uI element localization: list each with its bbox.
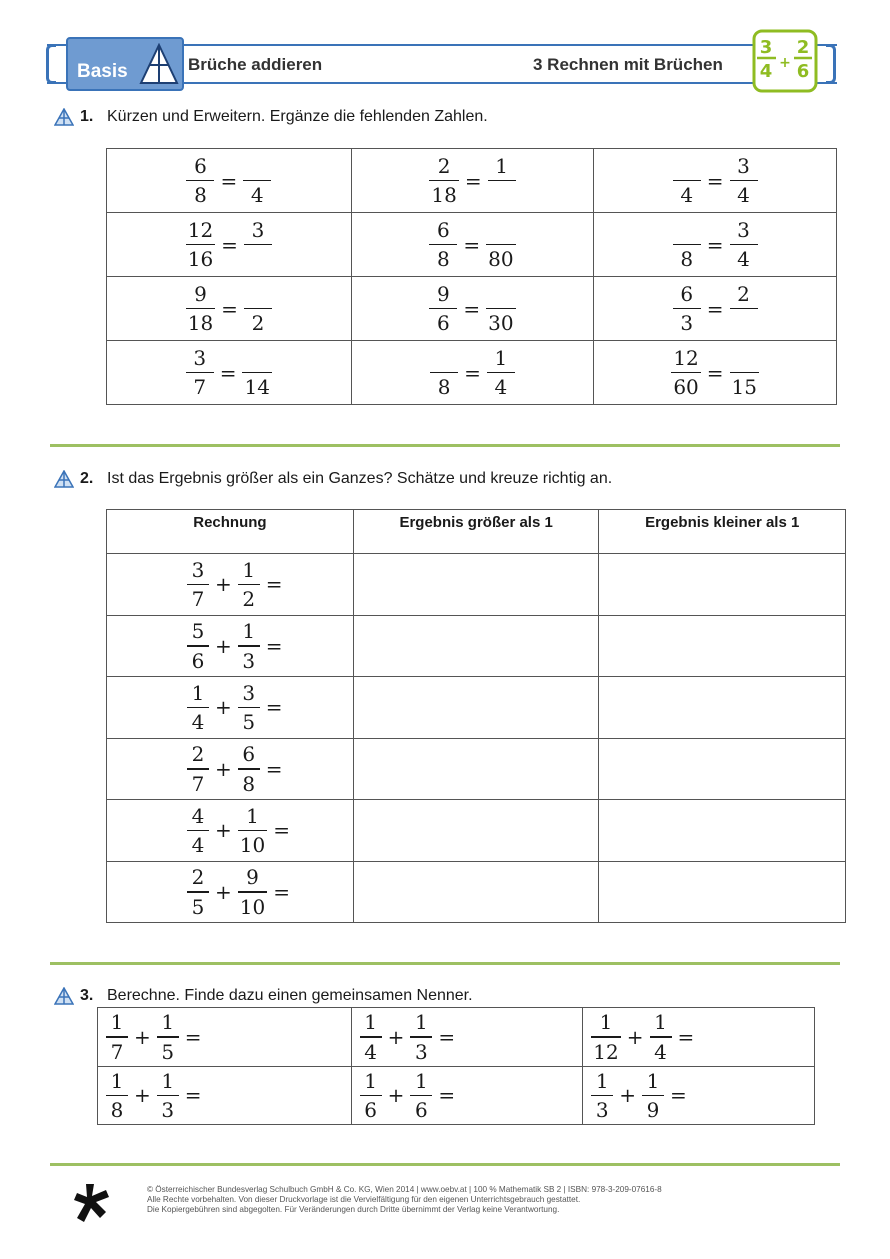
denominator bbox=[256, 245, 260, 273]
task1-text: Kürzen und Erweitern. Ergänze die fehlenden Zahlen. bbox=[107, 108, 488, 125]
basis-triangle-icon bbox=[139, 43, 179, 87]
numerator: 1 bbox=[242, 619, 256, 643]
denominator: 60 bbox=[673, 375, 699, 400]
equation-cell bbox=[351, 149, 594, 213]
equals-sign: = bbox=[706, 168, 724, 193]
numerator: 6 bbox=[194, 153, 207, 178]
checkbox-cell-greater[interactable] bbox=[353, 861, 599, 923]
checkbox-cell-smaller[interactable] bbox=[599, 800, 846, 862]
fraction bbox=[486, 280, 515, 338]
fraction bbox=[187, 556, 209, 614]
logo-den2: 6 bbox=[796, 61, 810, 82]
denominator: 12 bbox=[593, 1039, 619, 1064]
table-row bbox=[107, 277, 837, 341]
publisher-logo-icon bbox=[72, 1182, 112, 1224]
calculation-cell bbox=[107, 677, 354, 739]
plus-sign: + bbox=[215, 879, 232, 904]
fraction bbox=[673, 280, 701, 338]
plus-sign: + bbox=[134, 1024, 151, 1049]
numerator: 12 bbox=[673, 345, 699, 370]
numerator: 1 bbox=[654, 1010, 667, 1034]
numerator: 1 bbox=[364, 1010, 377, 1034]
section-divider bbox=[50, 444, 840, 447]
numerator: 9 bbox=[437, 281, 450, 306]
equation bbox=[184, 216, 274, 274]
equation-cell bbox=[107, 341, 352, 405]
denominator: 15 bbox=[731, 375, 757, 400]
table-row bbox=[107, 861, 846, 923]
numerator: 6 bbox=[242, 742, 256, 766]
footer-line2: Alle Rechte vorbehalten. Von dieser Druckvorlage ist die Vervielfältigung für den eigenen Unterrichtsgebrauch gestattet. bbox=[147, 1195, 581, 1204]
answer-cell[interactable] bbox=[583, 1008, 815, 1067]
denominator: 4 bbox=[737, 183, 750, 208]
plus-sign: + bbox=[619, 1083, 637, 1108]
fraction bbox=[429, 280, 457, 338]
logo-op: + bbox=[779, 55, 791, 71]
numerator: 9 bbox=[194, 281, 207, 306]
denominator: 8 bbox=[242, 771, 256, 796]
task2-header-rechnung: Rechnung bbox=[107, 510, 354, 554]
equals-sign: = bbox=[463, 232, 481, 257]
denominator: 7 bbox=[191, 771, 205, 796]
plus-sign: + bbox=[215, 572, 232, 597]
numerator: 1 bbox=[191, 680, 205, 705]
logo-den1: 4 bbox=[759, 61, 773, 82]
denominator: 30 bbox=[488, 311, 514, 336]
denominator: 18 bbox=[431, 183, 457, 208]
numerator: 3 bbox=[251, 217, 265, 242]
calculation bbox=[185, 740, 287, 798]
denominator: 4 bbox=[737, 247, 750, 272]
numerator bbox=[442, 344, 446, 372]
calculation bbox=[185, 556, 287, 614]
fraction bbox=[591, 1008, 620, 1066]
header-bracket-left bbox=[46, 44, 56, 84]
fraction bbox=[642, 1067, 664, 1125]
numerator: 1 bbox=[364, 1068, 377, 1093]
equation-cell bbox=[594, 341, 837, 405]
equals-sign: = bbox=[221, 296, 238, 321]
answer-cell[interactable] bbox=[583, 1066, 815, 1125]
plus-sign: + bbox=[626, 1024, 644, 1049]
calculation bbox=[589, 1067, 691, 1125]
fraction bbox=[429, 216, 457, 274]
numerator bbox=[685, 152, 689, 180]
equals-sign: = bbox=[677, 1024, 695, 1049]
numerator: 2 bbox=[737, 281, 750, 306]
table-row bbox=[107, 615, 846, 677]
basis-triangle-icon bbox=[54, 987, 74, 1005]
calculation bbox=[185, 679, 287, 737]
calculation-cell bbox=[107, 861, 354, 923]
equals-sign: = bbox=[438, 1024, 456, 1049]
numerator: 1 bbox=[110, 1010, 124, 1034]
fraction bbox=[591, 1067, 613, 1125]
plus-sign: + bbox=[215, 818, 232, 843]
denominator: 8 bbox=[194, 183, 207, 208]
checkbox-cell-smaller[interactable] bbox=[599, 861, 846, 923]
equals-sign: = bbox=[706, 232, 724, 257]
numerator: 6 bbox=[437, 217, 450, 242]
fraction bbox=[187, 617, 209, 675]
equation bbox=[671, 216, 760, 274]
fraction bbox=[430, 344, 458, 402]
fraction bbox=[244, 216, 272, 274]
numerator bbox=[685, 216, 689, 244]
table-row bbox=[107, 149, 837, 213]
numerator: 6 bbox=[680, 281, 694, 306]
equals-sign: = bbox=[184, 1024, 202, 1049]
numerator: 9 bbox=[246, 865, 259, 889]
fraction bbox=[488, 152, 516, 210]
task3-table bbox=[97, 1007, 815, 1125]
equals-sign: = bbox=[438, 1083, 456, 1108]
fraction bbox=[671, 344, 700, 402]
header-bracket-right bbox=[826, 44, 836, 84]
table-row bbox=[107, 341, 837, 405]
numerator: 1 bbox=[595, 1068, 609, 1093]
plus-sign: + bbox=[215, 633, 232, 658]
equals-sign: = bbox=[706, 360, 724, 385]
fraction bbox=[730, 216, 758, 274]
fraction bbox=[429, 152, 458, 210]
denominator: 8 bbox=[437, 375, 451, 400]
checkbox-cell-smaller[interactable] bbox=[599, 738, 846, 800]
denominator: 10 bbox=[239, 894, 266, 919]
denominator: 10 bbox=[239, 833, 266, 857]
fraction bbox=[187, 863, 209, 921]
fraction bbox=[187, 802, 209, 860]
checkbox-cell-greater[interactable] bbox=[353, 738, 599, 800]
equals-sign: = bbox=[221, 232, 238, 257]
numerator: 2 bbox=[437, 153, 451, 178]
answer-cell[interactable] bbox=[351, 1066, 583, 1125]
denominator: 4 bbox=[494, 375, 508, 400]
table-row bbox=[107, 554, 846, 616]
denominator bbox=[742, 309, 746, 337]
fraction bbox=[486, 216, 515, 274]
fraction bbox=[242, 344, 271, 402]
equation bbox=[184, 152, 273, 210]
denominator: 4 bbox=[250, 183, 264, 208]
numerator: 5 bbox=[191, 619, 205, 643]
fraction bbox=[243, 152, 271, 210]
denominator: 5 bbox=[161, 1039, 175, 1064]
fraction bbox=[730, 152, 758, 210]
fraction bbox=[187, 679, 209, 737]
table-row bbox=[107, 213, 837, 277]
equals-sign: = bbox=[265, 633, 283, 658]
denominator: 2 bbox=[242, 587, 256, 611]
denominator: 5 bbox=[242, 710, 256, 734]
denominator bbox=[500, 181, 504, 209]
calculation bbox=[185, 802, 294, 860]
header-left-title: Brüche addieren bbox=[188, 55, 323, 74]
denominator: 8 bbox=[680, 247, 694, 272]
numerator: 12 bbox=[187, 217, 214, 242]
numerator: 1 bbox=[246, 803, 259, 828]
equals-sign: = bbox=[220, 168, 238, 193]
logo-num2: 2 bbox=[796, 37, 810, 58]
numerator: 1 bbox=[161, 1068, 175, 1093]
equals-sign: = bbox=[670, 1083, 687, 1108]
calculation-cell bbox=[107, 615, 354, 677]
task2-text: Ist das Ergebnis größer als ein Ganzes? Schätze und kreuze richtig an. bbox=[107, 470, 613, 487]
equals-sign: = bbox=[464, 168, 482, 193]
equation bbox=[671, 152, 760, 210]
header-right-title: 3 Rechnen mit Brüchen bbox=[533, 55, 723, 74]
fraction bbox=[730, 280, 758, 338]
table-row bbox=[107, 738, 846, 800]
denominator: 8 bbox=[110, 1098, 124, 1122]
calculation bbox=[185, 617, 287, 675]
equals-sign: = bbox=[273, 818, 290, 843]
equation-cell bbox=[351, 213, 594, 277]
calculation-cell bbox=[107, 738, 354, 800]
equation-cell bbox=[107, 277, 352, 341]
checkbox-cell-smaller[interactable] bbox=[599, 554, 846, 616]
denominator: 16 bbox=[187, 247, 214, 272]
equals-sign: = bbox=[464, 360, 481, 385]
equals-sign: = bbox=[219, 360, 237, 385]
numerator: 3 bbox=[191, 557, 205, 582]
answer-cell[interactable] bbox=[98, 1066, 352, 1125]
denominator: 7 bbox=[191, 587, 205, 611]
denominator: 3 bbox=[161, 1098, 175, 1122]
equation-cell bbox=[594, 213, 837, 277]
fraction bbox=[186, 280, 215, 338]
numerator: 3 bbox=[242, 680, 256, 705]
numerator: 1 bbox=[494, 345, 508, 370]
numerator bbox=[742, 344, 746, 372]
denominator: 3 bbox=[680, 311, 694, 336]
fraction bbox=[360, 1008, 382, 1066]
denominator: 4 bbox=[191, 833, 205, 857]
denominator: 3 bbox=[595, 1098, 609, 1122]
task2-number: 2. bbox=[80, 470, 94, 487]
fraction bbox=[186, 216, 215, 274]
denominator: 18 bbox=[187, 311, 214, 336]
table-row bbox=[98, 1008, 815, 1067]
fraction bbox=[106, 1008, 128, 1066]
numerator bbox=[499, 216, 503, 244]
calculation bbox=[589, 1008, 698, 1066]
calculation-cell bbox=[107, 554, 354, 616]
denominator: 6 bbox=[364, 1098, 377, 1122]
equation bbox=[184, 344, 274, 402]
fraction bbox=[157, 1067, 179, 1125]
fraction bbox=[186, 152, 214, 210]
numerator: 4 bbox=[191, 803, 205, 828]
plus-sign: + bbox=[215, 756, 232, 781]
numerator: 1 bbox=[599, 1010, 613, 1034]
equals-sign: = bbox=[184, 1083, 202, 1108]
numerator bbox=[499, 280, 503, 308]
fraction bbox=[186, 344, 214, 402]
table-row bbox=[107, 677, 846, 739]
basis-label: Basis bbox=[77, 61, 128, 82]
checkbox-cell-greater[interactable] bbox=[353, 554, 599, 616]
equation-cell bbox=[351, 341, 594, 405]
footer-text bbox=[147, 1185, 662, 1215]
basis-triangle-icon bbox=[54, 108, 74, 126]
equation bbox=[184, 280, 274, 338]
equation bbox=[427, 152, 517, 210]
checkbox-cell-greater[interactable] bbox=[353, 677, 599, 739]
fraction bbox=[238, 617, 260, 675]
fraction-logo-icon bbox=[752, 29, 818, 93]
plus-sign: + bbox=[134, 1083, 151, 1108]
calculation bbox=[104, 1008, 206, 1066]
fraction bbox=[650, 1008, 672, 1066]
fraction bbox=[238, 740, 260, 798]
checkbox-cell-greater[interactable] bbox=[353, 615, 599, 677]
denominator: 2 bbox=[251, 311, 265, 336]
fraction bbox=[238, 863, 267, 921]
numerator: 3 bbox=[737, 153, 750, 178]
table-row bbox=[98, 1066, 815, 1125]
fraction bbox=[238, 556, 260, 614]
denominator: 5 bbox=[191, 894, 205, 919]
answer-cell[interactable] bbox=[351, 1008, 583, 1067]
fraction bbox=[730, 344, 759, 402]
numerator: 2 bbox=[191, 865, 205, 889]
denominator: 4 bbox=[654, 1039, 667, 1064]
denominator: 8 bbox=[437, 247, 450, 272]
calculation-cell bbox=[107, 800, 354, 862]
denominator: 7 bbox=[193, 375, 207, 400]
equals-sign: = bbox=[273, 879, 290, 904]
section-divider bbox=[50, 1163, 840, 1166]
fraction bbox=[673, 152, 701, 210]
fraction bbox=[487, 344, 515, 402]
fraction bbox=[244, 280, 272, 338]
numerator bbox=[255, 344, 259, 372]
denominator: 7 bbox=[110, 1039, 124, 1064]
fraction bbox=[157, 1008, 179, 1066]
fraction bbox=[106, 1067, 128, 1125]
denominator: 3 bbox=[242, 648, 256, 673]
task2-header-groesser: Ergebnis größer als 1 bbox=[353, 510, 599, 554]
equation-cell bbox=[594, 149, 837, 213]
plus-sign: + bbox=[387, 1083, 405, 1108]
calculation bbox=[185, 863, 294, 921]
denominator: 9 bbox=[646, 1098, 660, 1122]
checkbox-cell-smaller[interactable] bbox=[599, 615, 846, 677]
logo-num1: 3 bbox=[759, 37, 773, 58]
task2-table bbox=[106, 509, 846, 923]
task3-heading bbox=[54, 987, 473, 1005]
task1-table bbox=[106, 148, 837, 405]
fraction bbox=[238, 679, 260, 737]
equation bbox=[428, 344, 517, 402]
numerator: 1 bbox=[161, 1010, 175, 1034]
equals-sign: = bbox=[265, 572, 283, 597]
denominator: 4 bbox=[191, 710, 205, 734]
fraction bbox=[238, 802, 267, 860]
equation-cell bbox=[107, 149, 352, 213]
checkbox-cell-smaller[interactable] bbox=[599, 677, 846, 739]
section-divider bbox=[50, 962, 840, 965]
denominator: 4 bbox=[680, 183, 694, 208]
fraction bbox=[410, 1067, 432, 1125]
footer-line3: Die Kopiergebühren sind abgegolten. Für Veränderungen durch Dritte übernimmt der Verlag keine Verantwortung. bbox=[147, 1205, 560, 1214]
denominator: 6 bbox=[437, 311, 450, 336]
calculation bbox=[358, 1008, 460, 1066]
equation bbox=[427, 216, 517, 274]
numerator: 3 bbox=[737, 217, 750, 242]
task1-number: 1. bbox=[80, 108, 94, 125]
task1-heading bbox=[54, 108, 488, 126]
footer-line1: © Österreichischer Bundesverlag Schulbuch GmbH & Co. KG, Wien 2014 | www.oebv.at | 100 % Mathematik SB 2 | ISBN: 978-3-209-07616-8 bbox=[147, 1185, 662, 1194]
task3-text: Berechne. Finde dazu einen gemeinsamen Nenner. bbox=[107, 987, 473, 1004]
numerator: 1 bbox=[646, 1068, 660, 1093]
numerator: 3 bbox=[193, 345, 207, 370]
equals-sign: = bbox=[463, 296, 481, 321]
numerator: 1 bbox=[242, 557, 256, 582]
table-row bbox=[107, 800, 846, 862]
equation bbox=[671, 280, 760, 338]
denominator: 6 bbox=[191, 648, 205, 673]
task2-heading bbox=[54, 470, 612, 488]
denominator: 6 bbox=[415, 1098, 428, 1122]
numerator: 1 bbox=[495, 153, 508, 178]
task3-number: 3. bbox=[80, 987, 94, 1004]
equals-sign: = bbox=[265, 695, 283, 720]
fraction bbox=[673, 216, 701, 274]
basis-badge bbox=[66, 37, 184, 91]
calculation bbox=[104, 1067, 206, 1125]
numerator: 2 bbox=[191, 742, 205, 766]
equals-sign: = bbox=[706, 296, 724, 321]
numerator: 1 bbox=[110, 1068, 124, 1093]
fraction bbox=[410, 1008, 432, 1066]
checkbox-cell-greater[interactable] bbox=[353, 800, 599, 862]
numerator bbox=[256, 280, 260, 308]
equation-cell bbox=[351, 277, 594, 341]
plus-sign: + bbox=[215, 695, 232, 720]
numerator: 1 bbox=[415, 1010, 428, 1034]
calculation bbox=[358, 1067, 460, 1125]
fraction bbox=[187, 740, 209, 798]
numerator bbox=[255, 152, 259, 180]
denominator: 14 bbox=[244, 375, 270, 400]
denominator: 4 bbox=[364, 1039, 377, 1064]
answer-cell[interactable] bbox=[98, 1008, 352, 1067]
denominator: 80 bbox=[488, 247, 514, 272]
fraction bbox=[360, 1067, 382, 1125]
basis-triangle-icon bbox=[54, 470, 74, 488]
denominator: 3 bbox=[415, 1039, 428, 1064]
plus-sign: + bbox=[387, 1024, 405, 1049]
task2-header-kleiner: Ergebnis kleiner als 1 bbox=[599, 510, 846, 554]
equation bbox=[427, 280, 517, 338]
equation-cell bbox=[107, 213, 352, 277]
equation-cell bbox=[594, 277, 837, 341]
numerator: 1 bbox=[415, 1068, 428, 1093]
equals-sign: = bbox=[265, 756, 283, 781]
equation bbox=[669, 344, 761, 402]
